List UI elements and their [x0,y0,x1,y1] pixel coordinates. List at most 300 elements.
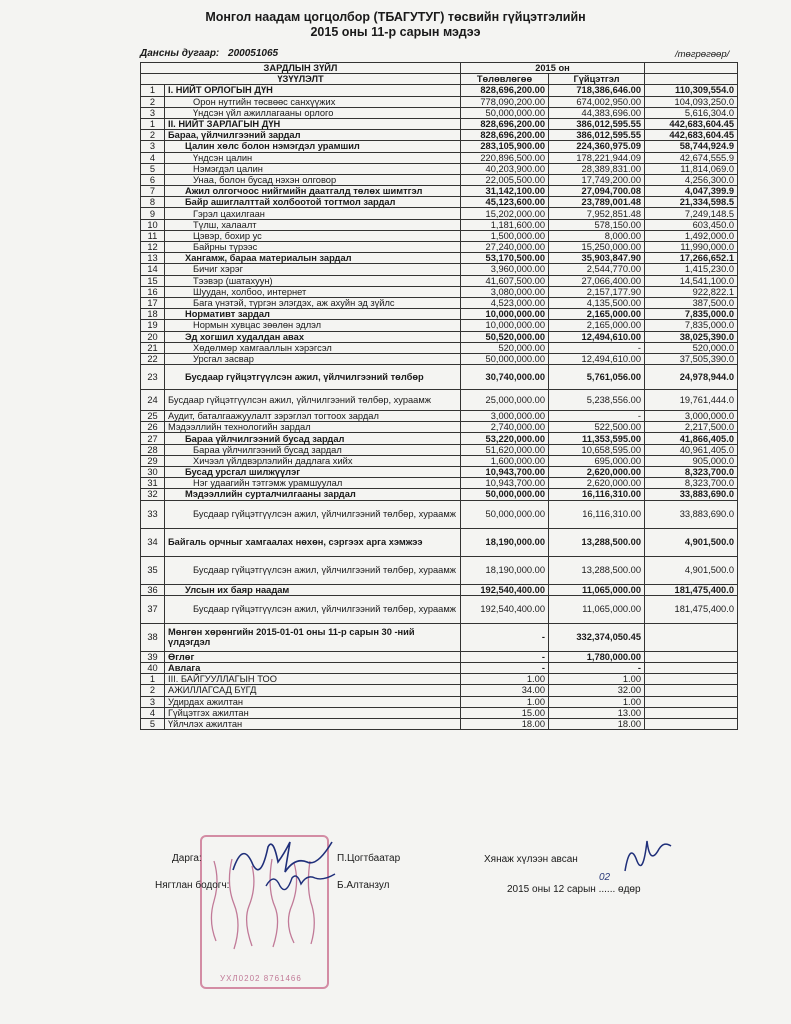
director-label: Дарга: [172,853,202,864]
row-actual: 17,749,200.00 [549,174,645,185]
reviewer-signature [620,836,675,881]
row-difference [645,623,738,651]
row-plan: 520,000.00 [461,342,549,353]
row-actual: 13.00 [549,707,645,718]
row-label: Цалин хөлс болон нэмэгдэл урамшил [165,141,461,152]
row-label: Бичиг хэрэг [165,264,461,275]
table-row [141,152,738,163]
received-label: Хянаж хүлээн авсан [484,854,578,865]
row-plan: 18,190,000.00 [461,556,549,584]
account-label: Дансны дугаар: [140,48,220,59]
row-actual: 578,150.00 [549,219,645,230]
row-number: 39 [141,651,165,662]
row-number: 16 [141,286,165,297]
row-plan: 1,600,000.00 [461,455,549,466]
table-row [141,467,738,478]
row-label: II. НИЙТ ЗАРЛАГЫН ДҮН [165,118,461,129]
row-actual: 695,000.00 [549,455,645,466]
table-row [141,390,738,411]
row-plan: 10,943,700.00 [461,467,549,478]
row-difference: 21,334,598.5 [645,197,738,208]
row-label: Тээвэр (шатахуун) [165,275,461,286]
row-actual: 13,288,500.00 [549,556,645,584]
row-difference: 41,866,405.0 [645,433,738,444]
table-row [141,242,738,253]
row-number: 1 [141,85,165,96]
row-number: 35 [141,556,165,584]
table-row [141,662,738,673]
row-number: 37 [141,595,165,623]
row-plan: 18,190,000.00 [461,528,549,556]
row-plan: 3,000,000.00 [461,411,549,422]
table-row [141,130,738,141]
row-difference: 442,683,604.45 [645,118,738,129]
row-number: 2 [141,96,165,107]
row-plan: 51,620,000.00 [461,444,549,455]
table-row [141,651,738,662]
row-number: 7 [141,186,165,197]
row-label: Удирдах ажилтан [165,696,461,707]
table-row [141,297,738,308]
row-plan: 192,540,400.00 [461,595,549,623]
row-number: 9 [141,208,165,219]
account-line [140,48,278,59]
table-row [141,444,738,455]
row-number: 29 [141,455,165,466]
row-label: Авлага [165,662,461,673]
row-label: Эд хогшил худалдан авах [165,331,461,342]
row-actual: 1.00 [549,674,645,685]
row-number: 33 [141,500,165,528]
row-actual: 224,360,975.09 [549,141,645,152]
row-plan: 30,740,000.00 [461,365,549,390]
row-number: 2 [141,130,165,141]
row-plan: 53,220,000.00 [461,433,549,444]
row-plan: 25,000,000.00 [461,390,549,411]
row-plan: 34.00 [461,685,549,696]
report-subtitle: 2015 оны 11-р сарын мэдээ [310,25,481,39]
row-difference: 2,217,500.0 [645,422,738,433]
row-number: 14 [141,264,165,275]
row-actual: 2,620,000.00 [549,467,645,478]
row-label: I. НИЙТ ОРЛОГЫН ДҮН [165,85,461,96]
row-label: Бага үнэтэй, түргэн элэгдэх, аж ахуйн эд зүйлс [165,297,461,308]
row-actual: 10,658,595.00 [549,444,645,455]
row-plan: 15,202,000.00 [461,208,549,219]
row-difference: 7,835,000.0 [645,320,738,331]
row-actual: 2,165,000.00 [549,309,645,320]
accountant-label: Нягтлан бодогч: [155,880,230,891]
row-number: 5 [141,163,165,174]
row-difference: 19,761,444.0 [645,390,738,411]
row-number: 23 [141,365,165,390]
row-difference: 181,475,400.0 [645,584,738,595]
row-plan: 1.00 [461,696,549,707]
row-difference: 4,256,300.0 [645,174,738,185]
row-actual: 11,065,000.00 [549,584,645,595]
row-actual: 1.00 [549,696,645,707]
row-actual: 44,383,696.00 [549,107,645,118]
row-number: 32 [141,489,165,500]
row-plan: 53,170,500.00 [461,253,549,264]
row-difference: 38,025,390.0 [645,331,738,342]
row-label: Бусдаар гүйцэтгүүлсэн ажил, үйлчилгээний төлбөр, хураамж [165,556,461,584]
row-difference: 603,450.0 [645,219,738,230]
header-plan: Төлөвлөгөө [461,74,549,85]
row-difference: 8,323,700.0 [645,478,738,489]
row-label: Мөнгөн хөрөнгийн 2015-01-01 оны 11-р сарын 30 -ний үлдэгдэл [165,623,461,651]
row-number: 5 [141,718,165,729]
table-row [141,422,738,433]
row-actual: 674,002,950.00 [549,96,645,107]
row-plan: - [461,651,549,662]
row-difference: 24,978,944.0 [645,365,738,390]
row-label: Бусдаар гүйцэтгүүлсэн ажил, үйлчилгээний төлбөр [165,365,461,390]
account-number: 200051065 [228,48,279,59]
row-label: Байгаль орчныг хамгаалах нөхөн, сэргээх арга хэмжээ [165,528,461,556]
row-label: Нэг удаагийн тэтгэмж урамшуулал [165,478,461,489]
row-plan: 283,105,900.00 [461,141,549,152]
row-actual: - [549,662,645,673]
row-difference: 4,901,500.0 [645,528,738,556]
row-label: Хөдөлмөр хамгааллын хэрэгсэл [165,342,461,353]
row-label: Нормын хувцас зөөлөн эдлэл [165,320,461,331]
row-actual: 5,761,056.00 [549,365,645,390]
table-row [141,365,738,390]
row-label: Гэрэл цахилгаан [165,208,461,219]
row-plan: 1,181,600.00 [461,219,549,230]
row-plan: - [461,623,549,651]
table-row [141,595,738,623]
table-row [141,685,738,696]
row-label: Шуудан, холбоо, интернет [165,286,461,297]
row-number: 34 [141,528,165,556]
row-number: 20 [141,331,165,342]
row-actual: 12,494,610.00 [549,331,645,342]
row-difference: 4,047,399.9 [645,186,738,197]
row-difference: 1,415,230.0 [645,264,738,275]
row-actual: 13,288,500.00 [549,528,645,556]
table-row [141,96,738,107]
row-actual: - [549,411,645,422]
row-plan: 50,000,000.00 [461,500,549,528]
table-row [141,186,738,197]
row-actual: 5,238,556.00 [549,390,645,411]
table-row [141,141,738,152]
row-plan: 40,203,900.00 [461,163,549,174]
row-number: 3 [141,141,165,152]
row-actual: 2,620,000.00 [549,478,645,489]
table-row [141,331,738,342]
row-actual: 35,903,847.90 [549,253,645,264]
row-difference [645,674,738,685]
row-label: Гүйцэтгэх ажилтан [165,707,461,718]
table-row [141,253,738,264]
row-actual: 27,094,700.08 [549,186,645,197]
table-row [141,264,738,275]
row-actual: 11,065,000.00 [549,595,645,623]
row-number: 25 [141,411,165,422]
row-number: 11 [141,230,165,241]
row-actual: 1,780,000.00 [549,651,645,662]
row-difference: 442,683,604.45 [645,130,738,141]
report-title: Монгол наадам цогцолбор (ТБАГУТУГ) төсвийн гүйцэтгэлийн [205,10,586,24]
row-difference: 7,249,148.5 [645,208,738,219]
row-number: 40 [141,662,165,673]
row-plan: 4,523,000.00 [461,297,549,308]
budget-table [140,62,738,730]
date-line: 2015 оны 12 сарын ...... өдөр [507,884,641,895]
table-row [141,528,738,556]
row-actual: 7,952,851.48 [549,208,645,219]
row-plan: 1.00 [461,674,549,685]
row-number: 2 [141,685,165,696]
table-row [141,85,738,96]
row-plan: 1,500,000.00 [461,230,549,241]
row-number: 4 [141,707,165,718]
unit-label: /төгрөгөөр/ [675,49,730,60]
row-actual: 332,374,050.45 [549,623,645,651]
row-difference [645,707,738,718]
row-number: 6 [141,174,165,185]
row-difference [645,685,738,696]
row-number: 15 [141,275,165,286]
table-row [141,197,738,208]
row-number: 19 [141,320,165,331]
row-number: 28 [141,444,165,455]
table-row [141,275,738,286]
row-number: 1 [141,118,165,129]
row-label: Бараа, үйлчилгээний зардал [165,130,461,141]
row-actual: - [549,342,645,353]
row-actual: 15,250,000.00 [549,242,645,253]
row-difference: 37,505,390.0 [645,353,738,364]
row-difference: 110,309,554.0 [645,85,738,96]
row-actual: 2,165,000.00 [549,320,645,331]
row-plan: 41,607,500.00 [461,275,549,286]
table-row [141,556,738,584]
accountant-name: Б.Алтанзул [337,880,390,891]
row-actual: 4,135,500.00 [549,297,645,308]
row-label: Унаа, болон бусад нэхэн олговор [165,174,461,185]
stamp-code: УХЛ0202 8761466 [220,974,302,983]
row-plan: 22,005,500.00 [461,174,549,185]
table-row [141,174,738,185]
table-row [141,107,738,118]
row-number: 21 [141,342,165,353]
row-number: 36 [141,584,165,595]
row-plan: 10,000,000.00 [461,320,549,331]
row-number: 24 [141,390,165,411]
row-difference [645,662,738,673]
row-actual: 23,789,001.48 [549,197,645,208]
row-difference: 40,961,405.0 [645,444,738,455]
row-plan: 27,240,000.00 [461,242,549,253]
row-plan: 45,123,600.00 [461,197,549,208]
table-row [141,489,738,500]
row-plan: 50,000,000.00 [461,107,549,118]
row-label: Аудит, баталгаажуулалт зэрэглэл тогтоох зардал [165,411,461,422]
row-number: 17 [141,297,165,308]
table-row [141,342,738,353]
row-plan: 828,696,200.00 [461,85,549,96]
table-row [141,623,738,651]
header-cost-item: ЗАРДЛЫН ЗҮЙЛ [141,63,461,74]
row-difference: 33,883,690.0 [645,489,738,500]
header-year: 2015 он [461,63,645,74]
row-number: 27 [141,433,165,444]
row-label: Мэдээллийн технологийн зардал [165,422,461,433]
row-label: Бусдаар гүйцэтгүүлсэн ажил, үйлчилгээний төлбөр, хураамж [165,595,461,623]
table-row [141,353,738,364]
row-difference [645,718,738,729]
table-row [141,455,738,466]
table-row [141,163,738,174]
row-difference [645,696,738,707]
row-number: 3 [141,696,165,707]
row-label: Урсгал засвар [165,353,461,364]
row-actual: 718,386,646.00 [549,85,645,96]
header-indicator: ҮЗҮҮЛЭЛТ [141,74,461,85]
row-difference: 11,990,000.0 [645,242,738,253]
row-difference: 11,814,069.0 [645,163,738,174]
row-label: Ажил олгогчоос нийгмийн даатгалд төлөх шимтгэл [165,186,461,197]
row-plan: 828,696,200.00 [461,118,549,129]
row-label: Цэвэр, бохир ус [165,230,461,241]
row-label: Нормативт зардал [165,309,461,320]
row-actual: 386,012,595.55 [549,130,645,141]
row-label: Бусад урсгал шилжүүлэг [165,467,461,478]
row-number: 13 [141,253,165,264]
row-actual: 12,494,610.00 [549,353,645,364]
row-label: Үйлчлэх ажилтан [165,718,461,729]
table-row [141,286,738,297]
row-actual: 27,066,400.00 [549,275,645,286]
row-difference: 17,266,652.1 [645,253,738,264]
row-plan: 50,520,000.00 [461,331,549,342]
row-plan: 828,696,200.00 [461,130,549,141]
row-plan: 31,142,100.00 [461,186,549,197]
row-label: Мэдээллийн сурталчилгааны зардал [165,489,461,500]
row-difference: 42,674,555.9 [645,152,738,163]
row-plan: 15.00 [461,707,549,718]
row-label: Түлш, халаалт [165,219,461,230]
row-difference: 4,901,500.0 [645,556,738,584]
table-row [141,219,738,230]
row-difference: 3,000,000.0 [645,411,738,422]
table-row [141,118,738,129]
row-actual: 16,116,310.00 [549,489,645,500]
row-label: Байр ашиглалттай холбоотой тогтмол зардал [165,197,461,208]
table-row [141,478,738,489]
table-row [141,718,738,729]
row-label: Бараа үйлчилгээний бусад зардал [165,433,461,444]
row-difference: 922,822.1 [645,286,738,297]
row-plan: 10,943,700.00 [461,478,549,489]
row-number: 10 [141,219,165,230]
row-number: 38 [141,623,165,651]
table-row [141,500,738,528]
row-label: Бараа үйлчилгээний бусад зардал [165,444,461,455]
row-actual: 32.00 [549,685,645,696]
row-difference: 387,500.0 [645,297,738,308]
row-label: Байрны түрээс [165,242,461,253]
row-label: Үндсэн цалин [165,152,461,163]
row-label: Орон нутгийн төсвөөс санхүүжих [165,96,461,107]
row-plan: - [461,662,549,673]
table-row [141,309,738,320]
row-difference [645,651,738,662]
row-plan: 3,080,000.00 [461,286,549,297]
row-difference: 104,093,250.0 [645,96,738,107]
row-actual: 2,544,770.00 [549,264,645,275]
row-label: Үндсэн үйл ажиллагааны орлого [165,107,461,118]
row-label: Нэмэгдэл цалин [165,163,461,174]
row-actual: 8,000.00 [549,230,645,241]
row-difference: 7,835,000.0 [645,309,738,320]
table-row [141,433,738,444]
row-number: 1 [141,674,165,685]
table-row [141,320,738,331]
row-label: Бусдаар гүйцэтгүүлсэн ажил, үйлчилгээний төлбөр, хураамж [165,500,461,528]
table-row [141,696,738,707]
row-actual: 16,116,310.00 [549,500,645,528]
accountant-signature [262,868,342,893]
row-actual: 178,221,944.09 [549,152,645,163]
row-plan: 220,896,500.00 [461,152,549,163]
row-number: 4 [141,152,165,163]
row-plan: 2,740,000.00 [461,422,549,433]
row-number: 26 [141,422,165,433]
row-label: Хангамж, бараа материалын зардал [165,253,461,264]
row-difference: 14,541,100.0 [645,275,738,286]
table-row [141,584,738,595]
row-label: III. БАЙГУУЛЛАГЫН ТОО [165,674,461,685]
row-label: Хичээл үйлдвэрлэлийн дадлага хийх [165,455,461,466]
row-label: Бусдаар гүйцэтгүүлсэн ажил, үйлчилгээний төлбөр, хураамж [165,390,461,411]
row-plan: 778,090,200.00 [461,96,549,107]
row-difference: 5,616,304.0 [645,107,738,118]
row-plan: 3,960,000.00 [461,264,549,275]
row-label: Өглөг [165,651,461,662]
row-actual: 11,353,595.00 [549,433,645,444]
row-actual: 386,012,595.55 [549,118,645,129]
row-difference: 33,883,690.0 [645,500,738,528]
row-number: 3 [141,107,165,118]
row-difference: 181,475,400.0 [645,595,738,623]
row-actual: 2,157,177.90 [549,286,645,297]
row-difference: 58,744,924.9 [645,141,738,152]
header-actual: Гүйцэтгэл [549,74,645,85]
table-row [141,674,738,685]
table-row [141,208,738,219]
row-label: Улсын их баяр наадам [165,584,461,595]
row-number: 30 [141,467,165,478]
row-number: 31 [141,478,165,489]
director-name: П.Цогтбаатар [337,853,401,864]
row-number: 12 [141,242,165,253]
row-difference: 8,323,700.0 [645,467,738,478]
row-plan: 10,000,000.00 [461,309,549,320]
row-plan: 192,540,400.00 [461,584,549,595]
row-difference: 905,000.0 [645,455,738,466]
row-plan: 50,000,000.00 [461,353,549,364]
table-row [141,707,738,718]
row-number: 18 [141,309,165,320]
row-actual: 18.00 [549,718,645,729]
row-label: АЖИЛЛАГСАД БҮГД [165,685,461,696]
row-actual: 28,389,831.00 [549,163,645,174]
